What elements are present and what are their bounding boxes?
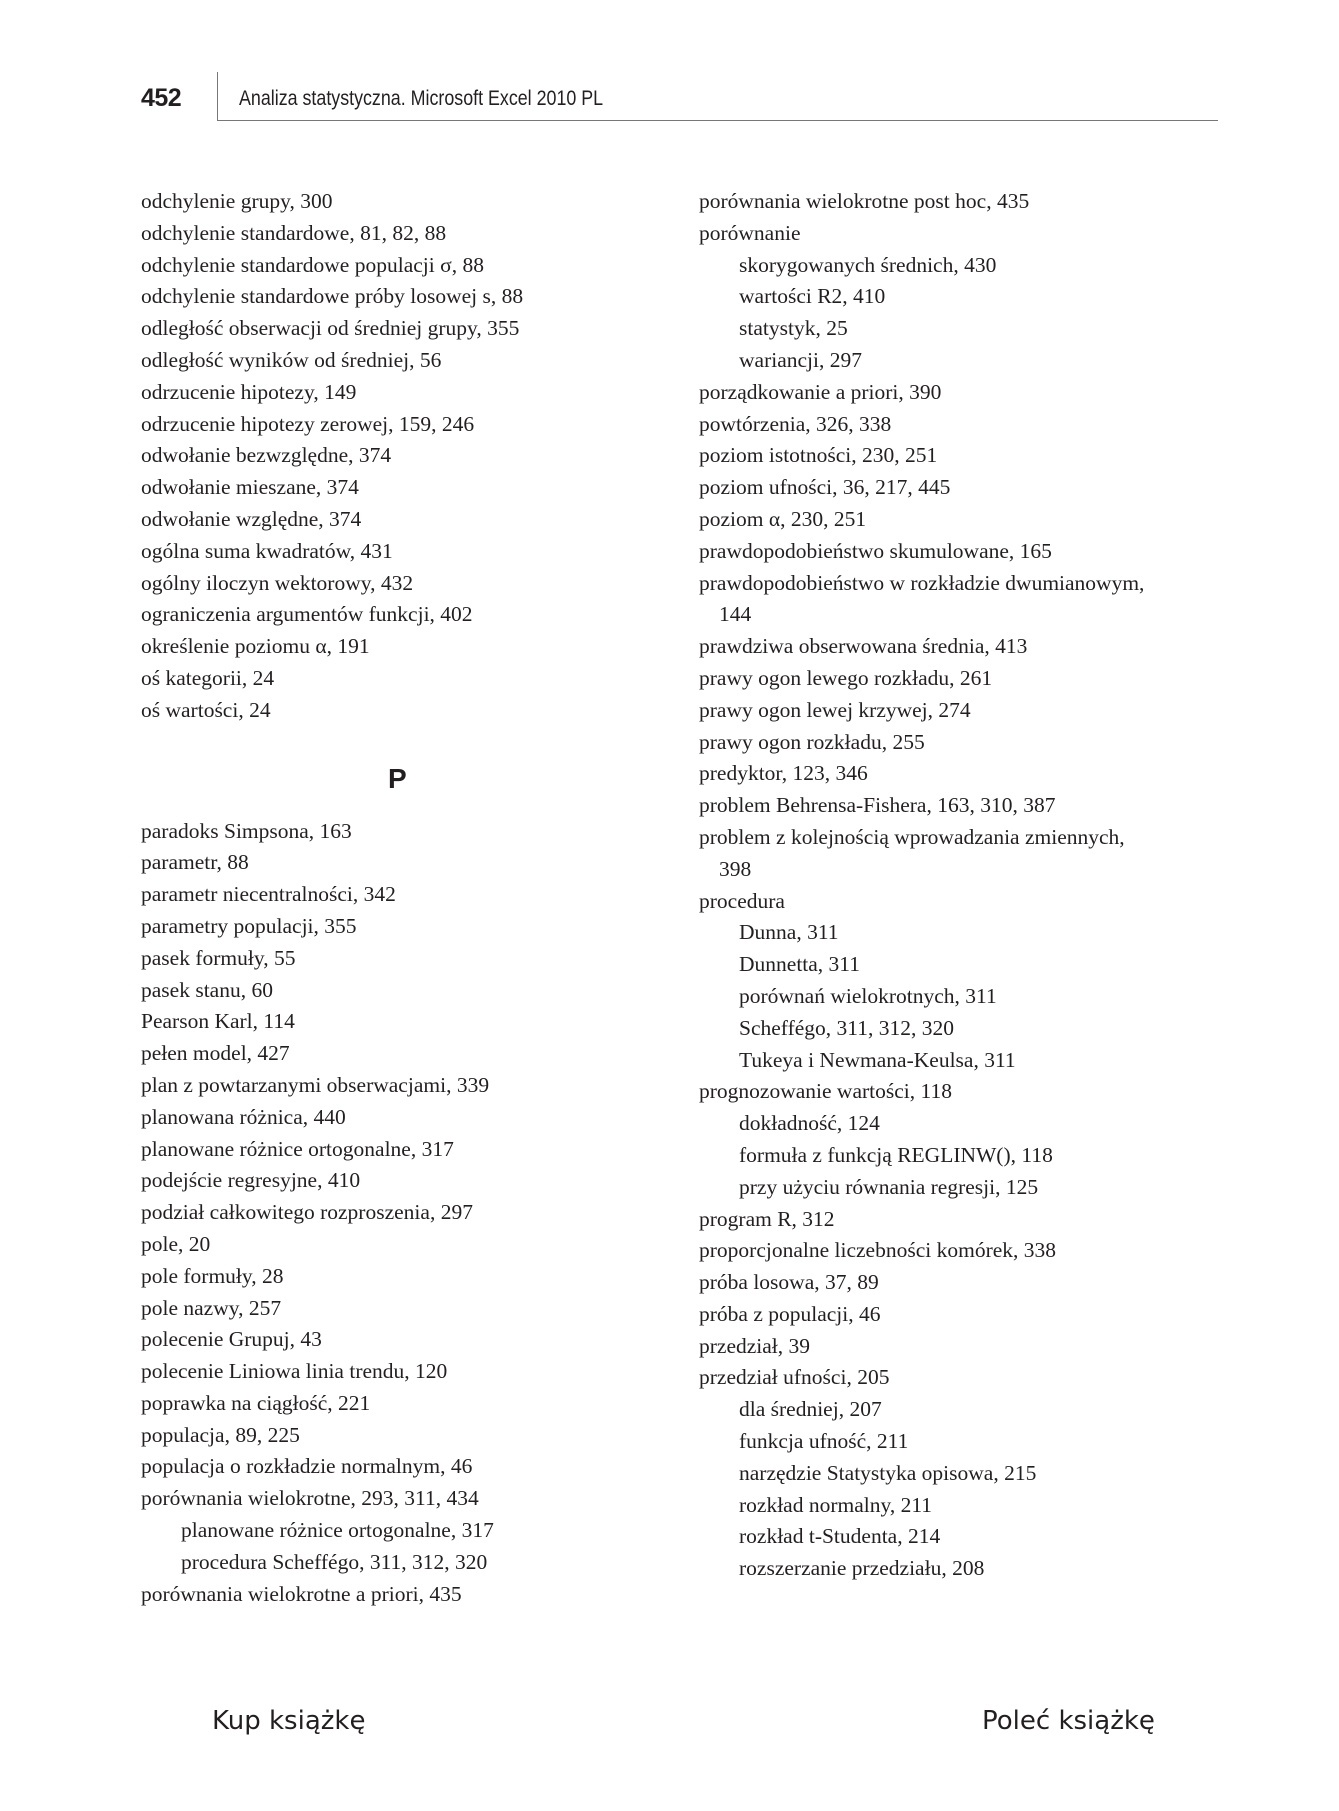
index-subentry: wartości R2, 410 [739,284,886,309]
index-entry: przedział, 39 [699,1333,811,1358]
index-entry: poprawka na ciągłość, 221 [141,1390,371,1415]
index-entry: oś kategorii, 24 [141,665,275,690]
index-entry: populacja o rozkładzie normalnym, 46 [141,1454,473,1479]
page-header [141,72,1218,122]
index-entry: plan z powtarzanymi obserwacjami, 339 [141,1072,490,1097]
index-entry: ograniczenia argumentów funkcji, 402 [141,602,473,627]
index-column-left [141,186,661,1610]
index-entry: parametry populacji, 355 [141,913,357,938]
index-entry: odchylenie standardowe, 81, 82, 88 [141,220,447,245]
index-subentry: rozszerzanie przedziału, 208 [739,1556,985,1581]
index-subentry: przy użyciu równania regresji, 125 [739,1174,1039,1199]
index-entry: poziom ufności, 36, 217, 445 [699,475,951,500]
index-entry: odwołanie względne, 374 [141,506,362,531]
index-entry: odwołanie mieszane, 374 [141,475,359,500]
index-entry: prawy ogon rozkładu, 255 [699,729,925,754]
index-subentry: narzędzie Statystyka opisowa, 215 [739,1460,1037,1485]
index-entry: planowana różnica, 440 [141,1104,346,1129]
index-entry: porządkowanie a priori, 390 [699,379,942,404]
index-entry: odchylenie standardowe populacji σ, 88 [141,252,484,277]
section-letter: P [388,763,407,794]
index-entry: porównania wielokrotne post hoc, 435 [699,189,1030,213]
index-entry: odrzucenie hipotezy, 149 [141,379,357,404]
index-subentry: dla średniej, 207 [739,1397,882,1422]
index-column-right [699,186,1219,1585]
index-entry: parametr, 88 [141,850,249,875]
index-entry: predyktor, 123, 346 [699,761,868,786]
index-entry: próba z populacji, 46 [699,1301,881,1326]
index-entry: oś wartości, 24 [141,697,271,722]
index-entry: prawdopodobieństwo w rozkładzie dwumianowym, [699,570,1145,595]
header-rule [217,120,1218,121]
index-entry: populacja, 89, 225 [141,1422,300,1447]
index-entry: planowane różnice ortogonalne, 317 [141,1136,454,1161]
index-subentry: porównań wielokrotnych, 311 [739,983,997,1008]
index-entry: porównania wielokrotne, 293, 311, 434 [141,1486,479,1511]
index-entry: pełen model, 427 [141,1041,290,1066]
index-entry: powtórzenia, 326, 338 [699,411,892,436]
index-group-p [141,816,661,1611]
index-group-right [699,186,1219,1585]
index-entry: odrzucenie hipotezy zerowej, 159, 246 [141,411,475,436]
index-entry: odchylenie grupy, 300 [141,189,333,213]
index-entry: podział całkowitego rozproszenia, 297 [141,1200,473,1225]
index-group-o [141,186,661,727]
index-subentry: planowane różnice ortogonalne, 317 [181,1518,494,1543]
index-entry: problem z kolejnością wprowadzania zmiennych, [699,824,1125,849]
index-entry: odległość obserwacji od średniej grupy, 355 [141,316,520,341]
index-subentry: procedura Scheffégo, 311, 312, 320 [181,1549,488,1574]
recommend-book-link[interactable]: Poleć książkę [982,1706,1155,1736]
index-subentry: Dunna, 311 [739,920,839,945]
index-entry: prognozowanie wartości, 118 [699,1079,952,1104]
index-entry: paradoks Simpsona, 163 [141,818,352,843]
index-entry: proporcjonalne liczebności komórek, 338 [699,1238,1057,1263]
index-entry: odchylenie standardowe próby losowej s, 88 [141,284,524,309]
index-entry: Pearson Karl, 114 [141,1009,295,1034]
header-divider-vertical [217,72,218,120]
index-entry: pole nazwy, 257 [141,1295,282,1320]
page-number: 452 [141,84,182,112]
index-entry: odwołanie bezwzględne, 374 [141,443,392,468]
index-entry: pole, 20 [141,1231,211,1256]
index-entry: poziom α, 230, 251 [699,506,867,531]
index-entry: prawy ogon lewego rozkładu, 261 [699,665,993,690]
index-entry: pole formuły, 28 [141,1263,284,1288]
index-subentry: rozkład t-Studenta, 214 [739,1524,941,1549]
index-entry: prawy ogon lewej krzywej, 274 [699,697,971,722]
index-entry: prawdopodobieństwo skumulowane, 165 [699,538,1052,563]
index-subentry: Dunnetta, 311 [739,952,861,977]
index-entry: ogólna suma kwadratów, 431 [141,538,393,563]
index-subentry: rozkład normalny, 211 [739,1492,933,1517]
index-entry: pasek stanu, 60 [141,977,273,1002]
index-subentry: skorygowanych średnich, 430 [739,252,997,277]
index-entry: podejście regresyjne, 410 [141,1168,361,1193]
index-subentry: Scheffégo, 311, 312, 320 [739,1015,954,1040]
index-entry: określenie poziomu α, 191 [141,634,370,659]
index-entry: 144 [719,602,752,627]
index-subentry: funkcja ufność, 211 [739,1429,909,1454]
index-subentry: wariancji, 297 [739,347,862,372]
index-entry: parametr niecentralności, 342 [141,882,396,907]
index-entry: polecenie Liniowa linia trendu, 120 [141,1359,448,1384]
index-entry: prawdziwa obserwowana średnia, 413 [699,634,1028,659]
index-entry: polecenie Grupuj, 43 [141,1327,322,1352]
book-title: Analiza statystyczna. Microsoft Excel 2010 PL [239,87,604,110]
index-entry: przedział ufności, 205 [699,1365,890,1390]
index-entry: problem Behrensa-Fishera, 163, 310, 387 [699,793,1056,818]
index-entry: porównanie [699,220,801,245]
index-entry: pasek formuły, 55 [141,945,296,970]
index-entry: 398 [719,856,752,881]
index-entry: program R, 312 [699,1206,835,1231]
index-entry: porównania wielokrotne a priori, 435 [141,1581,462,1606]
index-subentry: formuła z funkcją REGLINW(), 118 [739,1142,1053,1167]
index-subentry: dokładność, 124 [739,1111,880,1136]
index-subentry: statystyk, 25 [739,316,848,341]
index-entry: procedura [699,888,785,913]
index-entry: ogólny iloczyn wektorowy, 432 [141,570,414,595]
index-entry: poziom istotności, 230, 251 [699,443,938,468]
index-subentry: Tukeya i Newmana-Keulsa, 311 [739,1047,1016,1072]
index-entry: odległość wyników od średniej, 56 [141,347,442,372]
index-entry: próba losowa, 37, 89 [699,1270,879,1295]
buy-book-link[interactable]: Kup książkę [212,1706,366,1736]
